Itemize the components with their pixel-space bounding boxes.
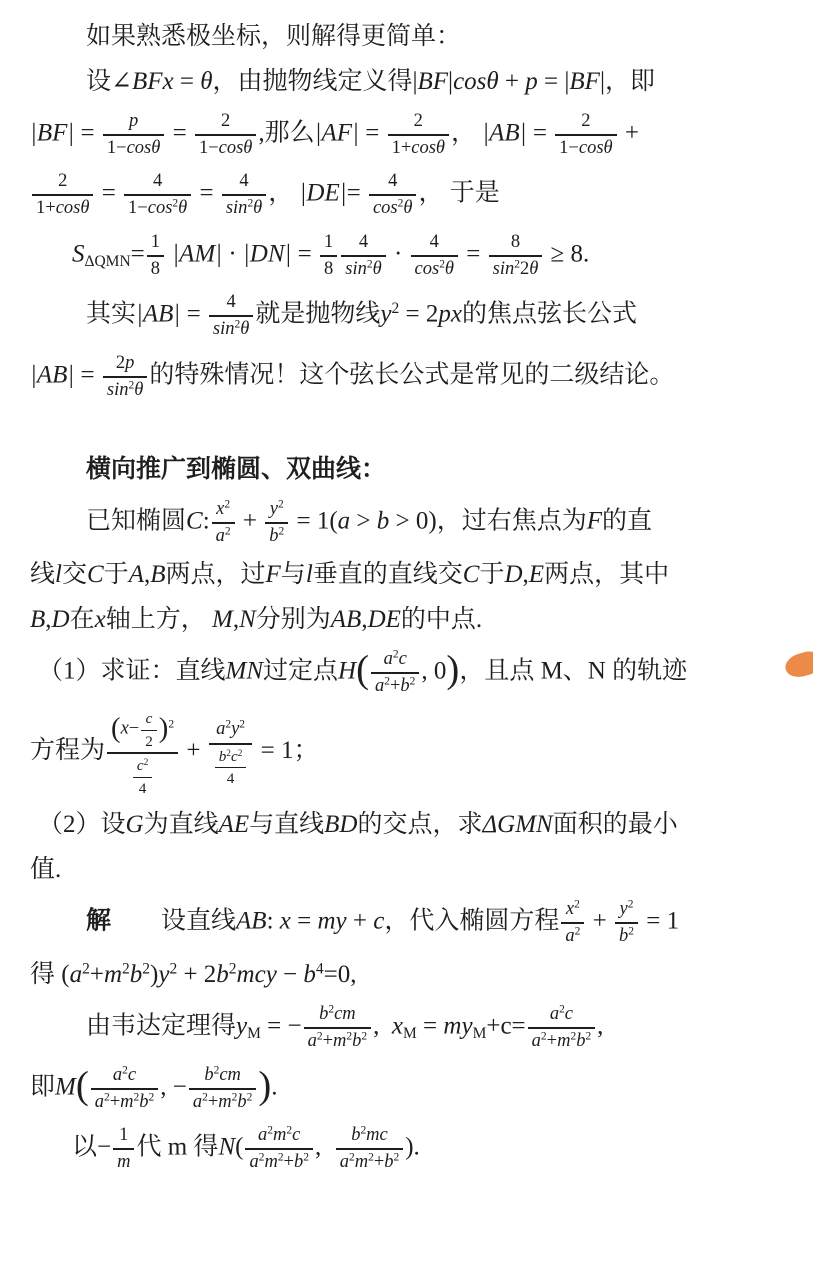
line-part2: （2）设G为直线AE与直线BD的交点，求ΔGMN面积的最小 [38,811,678,839]
line-focal-chord-2: |AB| = $\frac{2p}{\sin^2\theta}$ 的特殊情况！这个弦长公式是常见的二级结论。 [30,352,675,400]
orange-highlight-mark [783,648,813,680]
fraction: $\frac{4}{1-\cos^2\theta}$ [124,170,191,220]
big-paren: ) [258,1063,272,1107]
line-focal-chord-1: 其实|AB| = $\frac{4}{\sin^2\theta}$ 就是抛物线$y^2 = 2px$的焦点弦长公式 [86,292,637,340]
line-vieta: 由韦达定理得$y_M$ = − $\frac{b^2cm}{a^2+m^2b^2}$ , $x_M = my_M+c=$ $\frac{a^2c}{a^2+m^2b^2}$ , [86,1003,604,1052]
fraction: $\frac{8}{\sin^22\theta}$ [489,231,543,281]
line-point-n: 以− $\frac{1}{m}$ 代 m 得N( $\frac{a^2m^2c}{a^2m^2+b^2}$ , $\frac{b^2mc}{a^2m^2+b^2}$ ). [72,1124,420,1173]
fraction: $\frac{2}{1+\cos\theta}$ [388,110,449,160]
formula-area-qmn: $S_{\Delta QMN}=$ $\frac{1}{8}$ |AM| · |DN| = $\frac{1}{8}$ $\frac{4}{\sin^2\theta}$ · $\frac{4}{\cos^2\theta}$ = $\frac{8}{\sin^22\theta}$ ≥ 8. [72,231,590,279]
fraction: $\frac{p}{1-\cos\theta}$ [103,110,164,160]
fraction: $\frac{a^2m^2c}{a^2m^2+b^2}$ [245,1124,313,1174]
fraction: $\frac{b^2cm}{a^2+m^2b^2}$ [189,1064,257,1114]
fraction: $\frac{1}{m}$ [113,1124,134,1174]
fraction: $\frac{1}{8}$ [147,231,164,281]
fraction: $\frac{x^2}{a^2}$ [561,898,584,948]
fraction: $\frac{y^2}{b^2}$ [265,498,288,548]
line-ellipse-cont-2: B,D在x轴上方， M,N分别为AB,DE的中点. [30,606,483,634]
fraction: $\frac{a^2c}{a^2+b^2}$ [371,648,419,698]
fraction: $\frac{1}{8}$ [320,231,337,281]
fraction: $\frac{4}{\sin^2\theta}$ [209,291,253,341]
formula-trajectory: 方程为 (x− $\frac{c}{2}$ )$^2$ $\frac{c^2}{4}$ + $\frac{a^2y^2}{\frac{b^2c^2}{4}}$ = 1； [30,710,319,797]
line-substituted-eq: 得 $(a^2+m^2b^2)y^2 + 2b^2mcy - b^4=0$, [30,960,357,989]
fraction: $\frac{2}{1+\cos\theta}$ [32,170,93,220]
fraction: $\frac{2}{1-\cos\theta}$ [555,110,616,160]
line-ellipse-cont-1: 线l交C于A,B两点，过F与l垂直的直线交C于D,E两点，其中 [30,561,670,589]
big-paren: ) [158,712,169,745]
fraction: $\frac{4}{\cos^2\theta}$ [411,231,459,281]
fraction: $\frac{b^2cm}{a^2+m^2b^2}$ [304,1003,372,1053]
formula-ab-de: $\frac{2}{1+\cos\theta}$ = $\frac{4}{1-\cos^2\theta}$ = $\frac{4}{\sin^2\theta}$ ， |DE|= $\frac{4}{\cos^2\theta}$ ， 于是 [30,170,785,220]
line-bf-definition: 设∠BFx = θ，由抛物线定义得|BF|cosθ + p = |BF|，即 [86,67,655,95]
fraction: $\frac{4}{\sin^2\theta}$ [341,231,385,281]
fraction: $\frac{a^2y^2}{\frac{b^2c^2}{4}}$ [209,718,253,787]
line-point-m: 即M( $\frac{a^2c}{a^2+m^2b^2}$ , − $\frac{b^2cm}{a^2+m^2b^2}$ ). [30,1063,278,1112]
line-part2-cont: 值. [30,855,62,883]
section-heading-ellipse: 横向推广到椭圆、双曲线： [86,456,387,484]
fraction: $\frac{a^2c}{a^2+m^2b^2}$ [91,1064,159,1114]
fraction: $\frac{c}{2}$ [141,709,157,750]
line-polar-intro: 如果熟悉极坐标，则解得更简单： [86,23,462,50]
document-body [30,20,785,1174]
big-paren: ( [111,712,121,745]
fraction: $\frac{b^2mc}{a^2m^2+b^2}$ [336,1124,404,1174]
fraction: $\frac{y^2}{b^2}$ [615,898,638,948]
fraction: $\frac{2}{1-\cos\theta}$ [195,110,256,160]
fraction: (x− $\frac{c}{2}$ )$^2$ $\frac{c^2}{4}$ [107,708,178,797]
fraction: $\frac{b^2c^2}{4}$ [215,747,247,788]
formula-bf-af-ab: |BF| = $\frac{p}{1-\cos\theta}$ = $\frac{2}{1-\cos\theta}$ ,那么|AF| = $\frac{2}{1+\cos\theta}$ ， |AB| = $\frac{2}{1-\cos\theta}$ + [30,110,639,158]
big-paren: ( [356,648,369,692]
line-solution-setup: 解 设直线AB: x = my + c，代入椭圆方程 $\frac{x^2}{a^2}$ + $\frac{y^2}{b^2}$ = 1 [86,898,680,946]
fraction: $\frac{4}{\cos^2\theta}$ [369,170,417,220]
fraction: $\frac{c^2}{4}$ [133,756,152,797]
fraction: $\frac{x^2}{a^2}$ [212,498,235,548]
line-part1: （1）求证：直线MN过定点H( $\frac{a^2c}{a^2+b^2}$ , 0)，且点 M、N 的轨迹 [38,648,688,697]
fraction: $\frac{a^2c}{a^2+m^2b^2}$ [528,1003,596,1053]
big-paren: ) [446,648,460,692]
fraction: $\frac{4}{\sin^2\theta}$ [222,170,266,220]
line-ellipse-given: 已知椭圆C: $\frac{x^2}{a^2}$ + $\frac{y^2}{b^2}$ = 1(a > b > 0)，过右焦点为F的直 [86,498,653,547]
fraction: $\frac{2p}{\sin^2\theta}$ [103,352,147,402]
big-paren: ( [75,1063,89,1107]
